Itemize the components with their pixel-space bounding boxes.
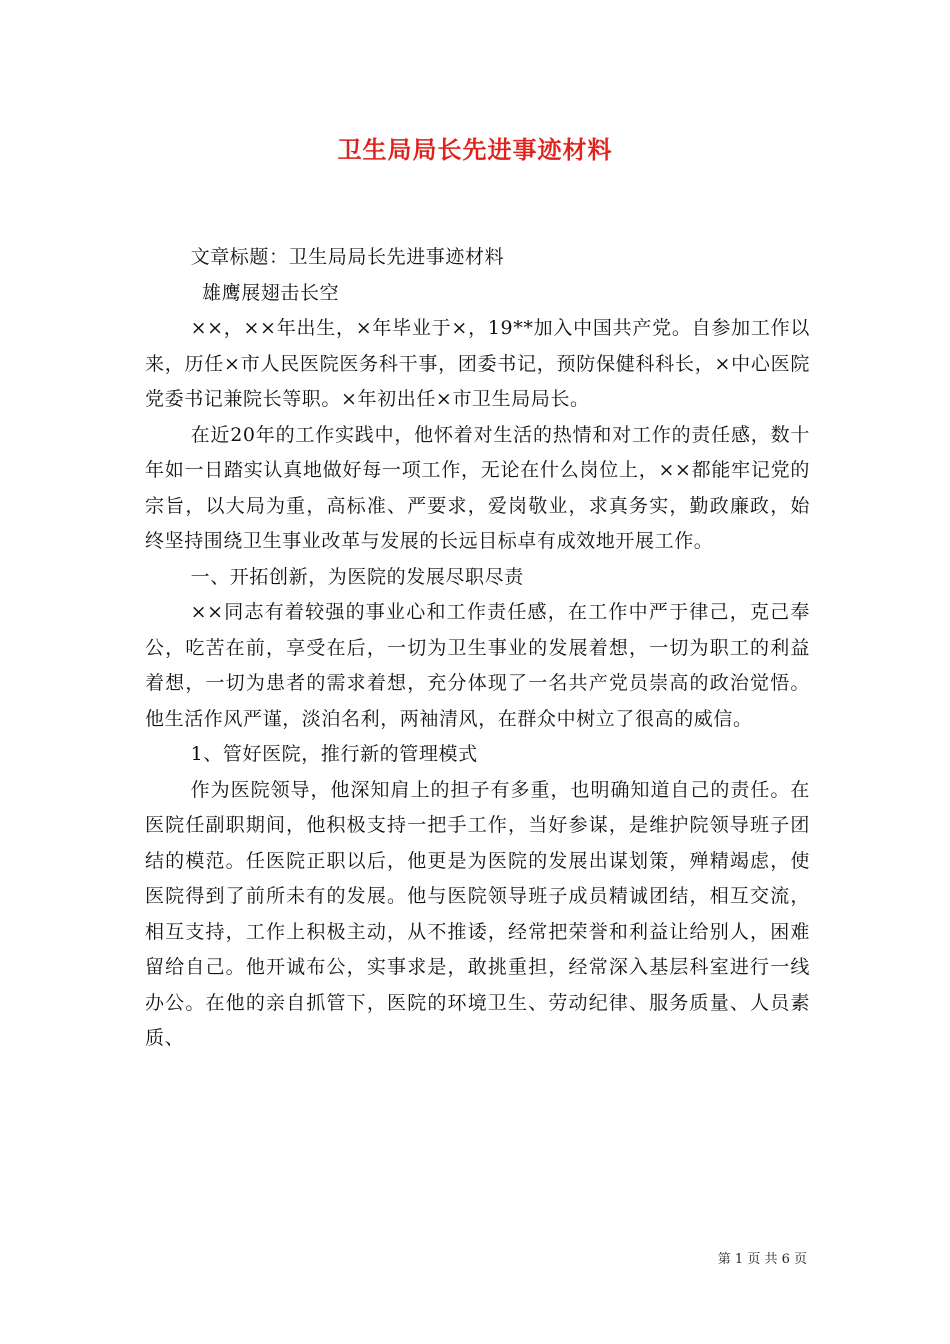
section-heading: 一、开拓创新，为医院的发展尽职尽责 <box>190 565 524 588</box>
paragraph: 作为医院领导，他深知肩上的担子有多重，也明确知道自己的责任。在医院任副职期间，他积极支持一把手工作，当好参谋，是维护院领导班子团结的模范。任医院正职以后，他更是为医院的发展出谋划策，殚精竭虑，使医院得到了前所未有的发展。他与医院领导班子成员精诚团结，相互交流，相互支持，工作上积极主动，从不推诿，经常把荣誉和利益让给别人，困难留给自己。他开诚布公，实事求是，敢挑重担，经常深入基层科室进行一线办公。在他的亲自抓管下，医院的环境卫生、劳动纪律、服务质量、人员素质、 <box>145 778 810 1049</box>
document-title: 卫生局局长先进事迹材料 <box>337 135 613 164</box>
subtitle: 雄鹰展翅击长空 <box>202 281 340 304</box>
paragraph: ××，××年出生，×年毕业于×，19**加入中国共产党。自参加工作以来，历任×市人民医院医务科干事，团委书记，预防保健科科长，×中心医院党委书记兼院长等职。×年初出任×市卫生局局长。 <box>145 317 810 410</box>
article-title-line: 文章标题：卫生局局长先进事迹材料 <box>190 246 505 268</box>
paragraph: ××同志有着较强的事业心和工作责任感，在工作中严于律己，克己奉公，吃苦在前，享受在后，一切为卫生事业的发展着想，一切为职工的利益着想，一切为患者的需求着想，充分体现了一名共产党员崇高的政治觉悟。他生活作风严谨，淡泊名利，两袖清风，在群众中树立了很高的威信。 <box>145 601 810 730</box>
paragraph: 在近20年的工作实践中，他怀着对生活的热情和对工作的责任感，数十年如一日踏实认真地做好每一项工作，无论在什么岗位上，××都能牢记党的宗旨，以大局为重，高标准、严要求，爱岗敬业，求真务实，勤政廉政，始终坚持围绕卫生事业改革与发展的长远目标卓有成效地开展工作。 <box>145 423 810 552</box>
document-body <box>145 240 810 1057</box>
page-number: 第 1 页 共 6 页 <box>717 1252 807 1267</box>
subsection-heading: 1、管好医院，推行新的管理模式 <box>190 743 478 765</box>
